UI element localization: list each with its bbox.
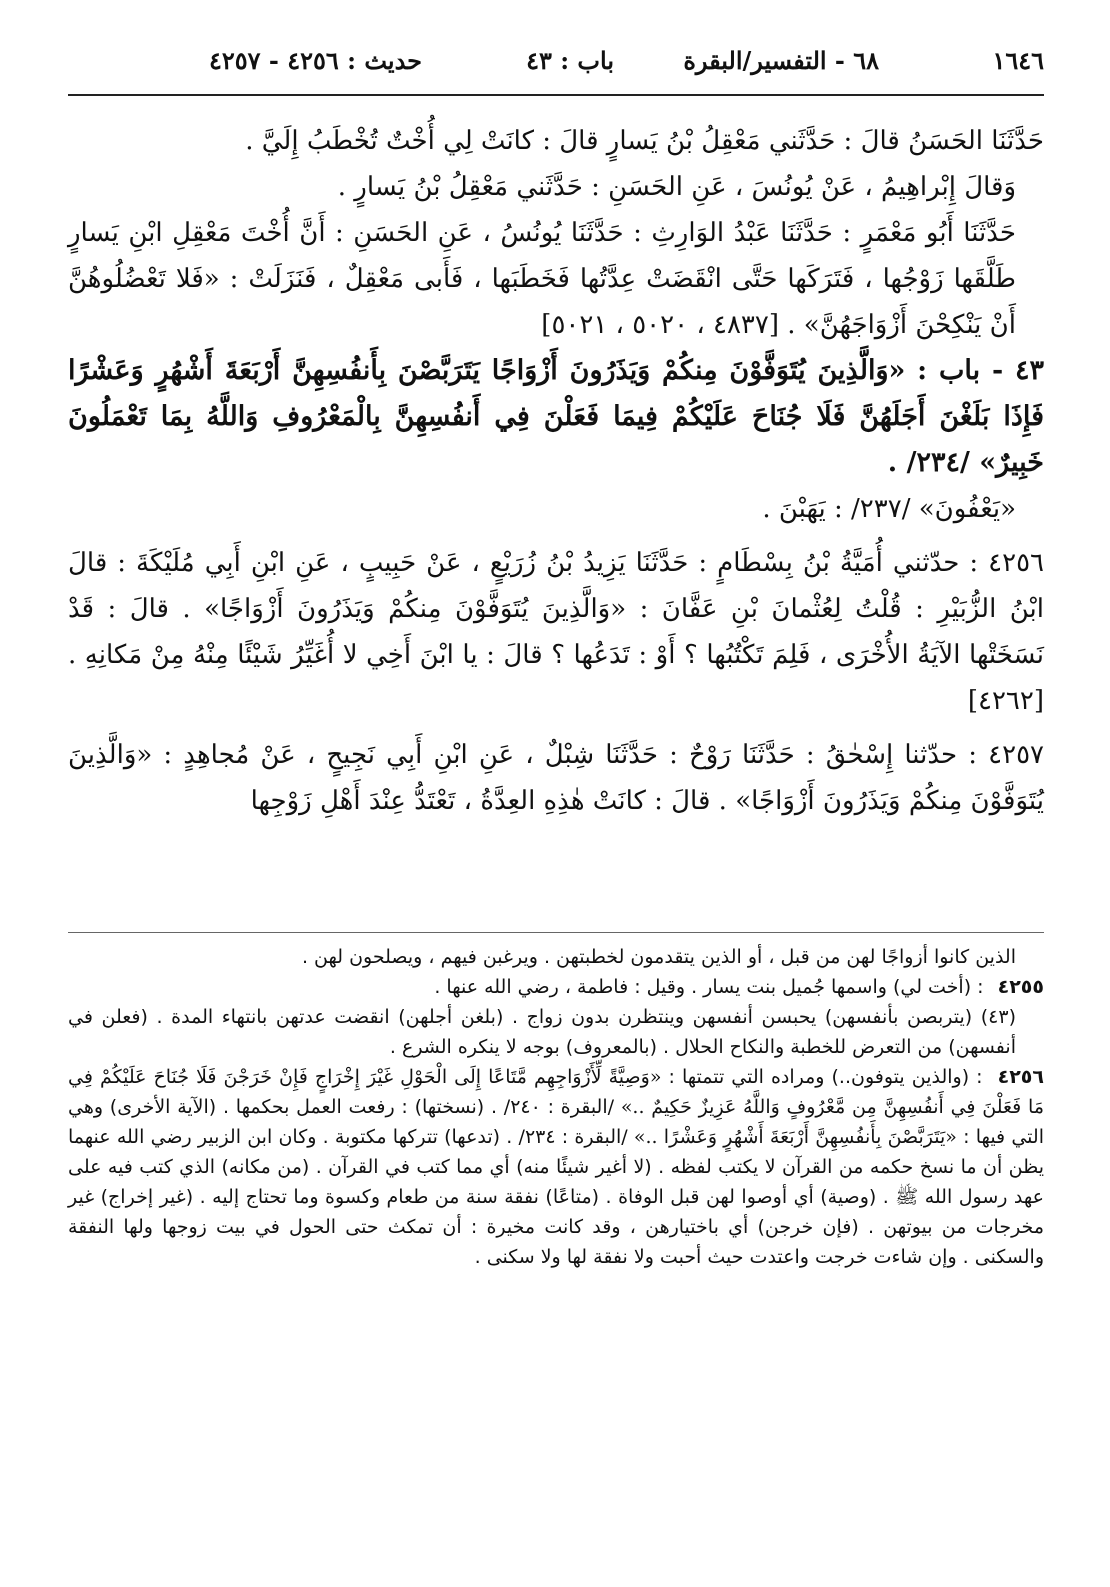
bab-number: باب : ٤٣ [526, 46, 614, 75]
header-divider [68, 94, 1044, 96]
footnote-4256 [68, 1062, 1044, 1272]
footnote-4255 [68, 972, 1044, 1002]
footnote-4256-quran-quote-2: «يَتَرَبَّصْنَ بِأَنفُسِهِنَّ أَرْبَعَةَ أَشْهُرٍ وَعَشْرًا ..» [633, 1126, 957, 1148]
main-text [68, 118, 1044, 824]
footnote-4256-mid: /البقرة : ٢٤٠/ . (نسختها) : رفعت العمل بحكمها . (الآية الأخرى) وهي التي فيها : [68, 1096, 1044, 1148]
paragraph-abu-mamar [68, 210, 1044, 348]
footnote-4255-text: : (أخت لي) واسمها جُميل بنت يسار . وقيل : فاطمة ، رضي الله عنها . [434, 976, 984, 998]
hadith-4256-references: [٤٢٦٢] [967, 686, 1044, 716]
footnote-4256-rest: /البقرة : ٢٣٤/ . (تدعها) تتركها مكتوبة . وكان ابن الزبير رضي الله عنهما يظن أن ما نسخ حكمه من القرآن لا يكتب لفظه . (لا أغير شيئًا منه) أي مما كتب في القرآن . (من مكانه) الذي كتب فيه على عهد رسول الله ﷺ . (وصية) أي أوصوا لهن قبل الوفاة . (متاعًا) نفقة سنة من طعام وكسوة وما تحتاج إليه . (غير إخراج) غير مخرجات من بيوتهن . (فإن خرجن) أي باختيارهن ، وقد كانت مخيرة : أن تمكث حتى الحول في بيت زوجها ولها النفقة والسكنى . وإن شاءت خرجت واعتدت حيث أحبت ولا نفقة لها ولا سكنى . [68, 1126, 1044, 1268]
footnotes [68, 942, 1044, 1272]
footnote-4255-number: ٤٢٥٥ [997, 976, 1044, 998]
hadith-4256 [68, 540, 1044, 724]
footnote-4256-lead: : (والذين يتوفون..) ومراده التي تتمتها : [668, 1066, 983, 1088]
page-number: ١٦٤٦ [992, 46, 1044, 75]
hadith-range: حديث : ٤٢٥٦ - ٤٢٥٧ [208, 46, 422, 75]
paragraph-abu-mamar-text: حَدَّثَنَا أَبُو مَعْمَرٍ : حَدَّثَنَا عَبْدُ الوَارِثِ : حَدَّثَنَا يُونُسُ ، عَنِ الحَسَنِ : أَنَّ أُخْتَ مَعْقِلِ ابْنِ يَسارٍ طَلَّقَها زَوْجُها ، فَتَرَكَها حَتَّى انْقَضَتْ عِدَّتُها فَخَطَبَها ، فَأَبى مَعْقِلٌ ، فَنَزَلَتْ : «فَلا تَعْضُلُوهُنَّ أَنْ يَنْكِحْنَ أَزْوَاجَهُنَّ» . [68, 218, 1016, 340]
footnote-continuation: الذين كانوا أزواجًا لهن من قبل ، أو الذين يتقدمون لخطبتهن . ويرغبن فيهم ، ويصلحون لهن . [301, 946, 1016, 968]
paragraph-ibrahim: وَقالَ إِبْراهِيمُ ، عَنْ يُونُسَ ، عَنِ الحَسَنِ : حَدَّثَني مَعْقِلُ بْنُ يَسارٍ . [337, 172, 1016, 202]
footnote-4256-number: ٤٢٥٦ [997, 1066, 1044, 1088]
hadith-4256-text: ٤٢٥٦ : حدّثني أُمَيَّةُ بْنُ بِسْطَامٍ : حَدَّثَنَا يَزِيدُ بْنُ زُرَيْعٍ ، عَنْ حَبِيبٍ ، عَنِ ابْنِ أَبِي مُلَيْكَةَ : قالَ ابْنُ الزُّبَيْرِ : قُلْتُ لِعُثْمانَ بْنِ عَفَّانَ : «وَالَّذِينَ يُتَوَفَّوْنَ مِنكُمْ وَيَذَرُونَ أَزْوَاجًا» . قالَ : قَدْ نَسَخَتْها الآيَةُ الأُخْرَى ، فَلِمَ تَكْتُبُها ؟ أَوْ : تَدَعُها ؟ قالَ : يا ابْنَ أَخِي لا أُغَيِّرُ شَيْئًا مِنْهُ مِنْ مَكانِهِ . [68, 548, 1044, 670]
running-header [68, 40, 1044, 88]
footnote-bab-43: (٤٣) (يتربصن بأنفسهن) يحبسن أنفسهن وينتظرن بدون زواج . (بلغن أجلهن) انقضت عدتهن بانتهاء المدة . (فعلن في أنفسهن) من التعرض للخطبة والنكاح الحلال . (بالمعروف) بوجه لا ينكره الشرع . [68, 1006, 1016, 1058]
footnote-4256-quran-quote-1: «وَصِيَّةً لِّأَزْوَاجِهِم مَّتَاعًا إِلَى الْحَوْلِ غَيْرَ إِخْرَاجٍ فَإِنْ خَرَجْنَ فَلَا جُنَاحَ عَلَيْكُمْ فِي مَا فَعَلْنَ فِي أَنفُسِهِنَّ مِن مَّعْرُوفٍ وَاللَّهُ عَزِيزٌ حَكِيمٌ ..» [68, 1066, 1045, 1118]
chapter-title: ٦٨ - التفسير/البقرة [683, 46, 879, 75]
footnote-divider [68, 932, 1044, 933]
paragraph-hasan: حَدَّثَنَا الحَسَنُ قالَ : حَدَّثَني مَعْقِلُ بْنُ يَسارٍ قالَ : كانَتْ لِي أُخْتٌ تُخْطَبُ إِلَيَّ . [245, 126, 1044, 156]
bab-gloss: «يَعْفُونَ» /٢٣٧/ : يَهَبْنَ . [762, 494, 1016, 524]
hadith-4257: ٤٢٥٧ : حدّثنا إِسْحٰقُ : حَدَّثَنَا رَوْحٌ : حَدَّثَنَا شِبْلٌ ، عَنِ ابْنِ أَبِي نَجِيحٍ ، عَنْ مُجاهِدٍ : «وَالَّذِينَ يُتَوَفَّوْنَ مِنكُمْ وَيَذَرُونَ أَزْوَاجًا» . قالَ : كانَتْ هٰذِهِ العِدَّةُ ، تَعْتَدُّ عِنْدَ أَهْلِ زَوْجِها [68, 740, 1044, 816]
cross-references: [٤٨٣٧ ، ٥٠٢٠ ، ٥٠٢١] [541, 310, 780, 340]
bab-heading: ٤٣ - باب : «وَالَّذِينَ يُتَوَفَّوْنَ مِنكُمْ وَيَذَرُونَ أَزْوَاجًا يَتَرَبَّصْنَ بِأَنفُسِهِنَّ أَرْبَعَةَ أَشْهُرٍ وَعَشْرًا فَإِذَا بَلَغْنَ أَجَلَهُنَّ فَلَا جُنَاحَ عَلَيْكُمْ فِيمَا فَعَلْنَ فِي أَنفُسِهِنَّ بِالْمَعْرُوفِ وَاللَّهُ بِمَا تَعْمَلُونَ خَبِيرٌ» /٢٣٤/ . [68, 355, 1044, 478]
